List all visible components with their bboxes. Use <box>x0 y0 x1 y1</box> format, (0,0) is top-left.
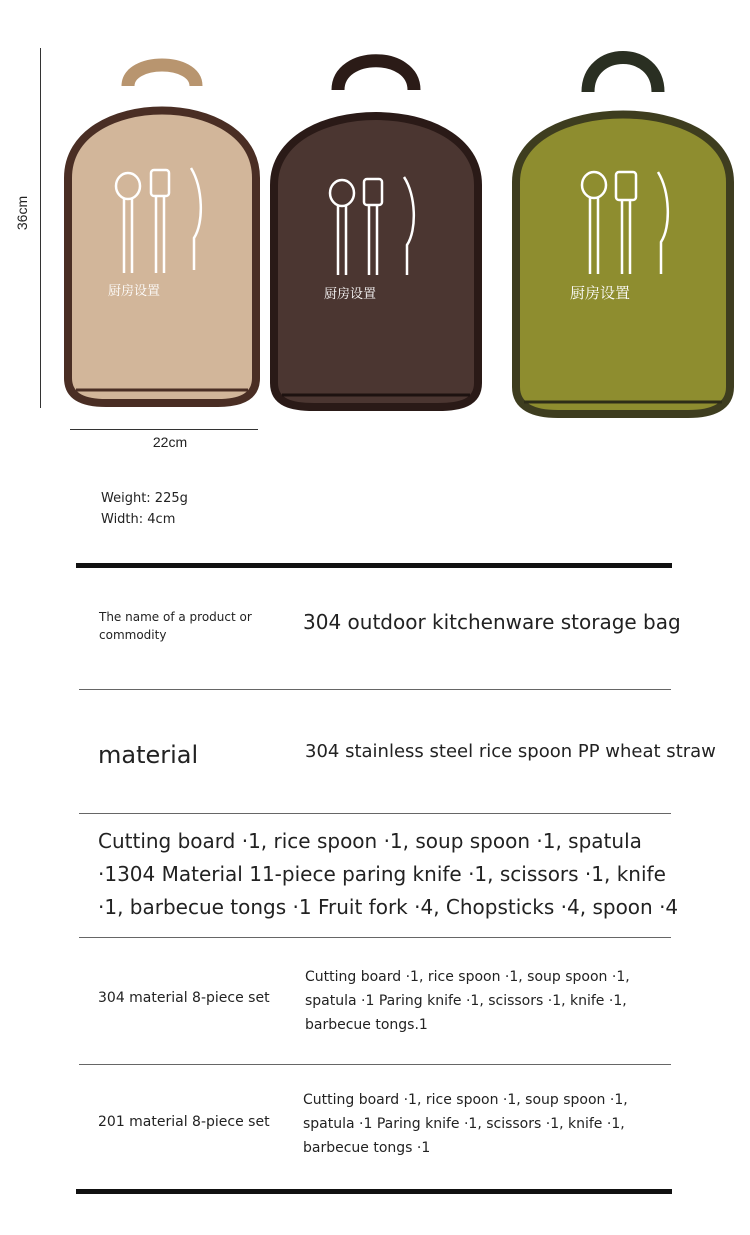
weight-text: Weight: 225g <box>101 491 188 506</box>
bag-beige <box>58 48 266 408</box>
set-304-label: 304 material 8-piece set <box>98 990 270 1006</box>
width-dimension-line <box>70 429 258 430</box>
bag-olive-image <box>508 42 738 420</box>
full-set-line-2: ·1304 Material 11-piece paring knife ·1, scissors ·1, knife <box>98 862 666 886</box>
set-201-label: 201 material 8-piece set <box>98 1114 270 1130</box>
width-text: Width: 4cm <box>101 512 176 527</box>
set-304-line-2: spatula ·1 Paring knife ·1, scissors ·1, knife ·1, <box>305 993 627 1009</box>
set-201-line-3: barbecue tongs ·1 <box>303 1140 431 1156</box>
set-201-line-2: spatula ·1 Paring knife ·1, scissors ·1, knife ·1, <box>303 1116 625 1132</box>
bag-beige-caption: 厨房设置 <box>108 284 161 299</box>
row-divider-4 <box>79 1064 671 1065</box>
height-dimension-line <box>40 48 41 408</box>
set-304-line-1: Cutting board ·1, rice spoon ·1, soup spoon ·1, <box>305 969 630 985</box>
product-name-value: 304 outdoor kitchenware storage bag <box>303 610 681 634</box>
bag-olive-caption: 厨房设置 <box>570 284 631 302</box>
row-divider-3 <box>79 937 671 938</box>
bag-beige-image <box>58 48 266 408</box>
bag-brown-caption: 厨房设置 <box>324 287 377 302</box>
material-value: 304 stainless steel rice spoon PP wheat straw <box>305 741 716 762</box>
material-label: material <box>98 741 199 769</box>
bag-olive <box>508 42 738 420</box>
bag-brown-image <box>266 45 486 413</box>
row-divider-1 <box>79 689 671 690</box>
full-set-line-3: ·1, barbecue tongs ·1 Fruit fork ·4, Chopsticks ·4, spoon ·4 <box>98 895 679 919</box>
full-set-line-1: Cutting board ·1, rice spoon ·1, soup spoon ·1, spatula <box>98 829 642 853</box>
row-divider-2 <box>79 813 671 814</box>
set-201-line-1: Cutting board ·1, rice spoon ·1, soup spoon ·1, <box>303 1092 628 1108</box>
product-name-label: The name of a product or commodity <box>99 610 252 642</box>
set-304-line-3: barbecue tongs.1 <box>305 1017 428 1033</box>
bag-brown <box>266 45 486 413</box>
table-top-rule <box>76 563 672 568</box>
height-dimension-label: 36cm <box>14 195 30 231</box>
table-bottom-rule <box>76 1189 672 1194</box>
width-dimension-label: 22cm <box>152 434 188 450</box>
